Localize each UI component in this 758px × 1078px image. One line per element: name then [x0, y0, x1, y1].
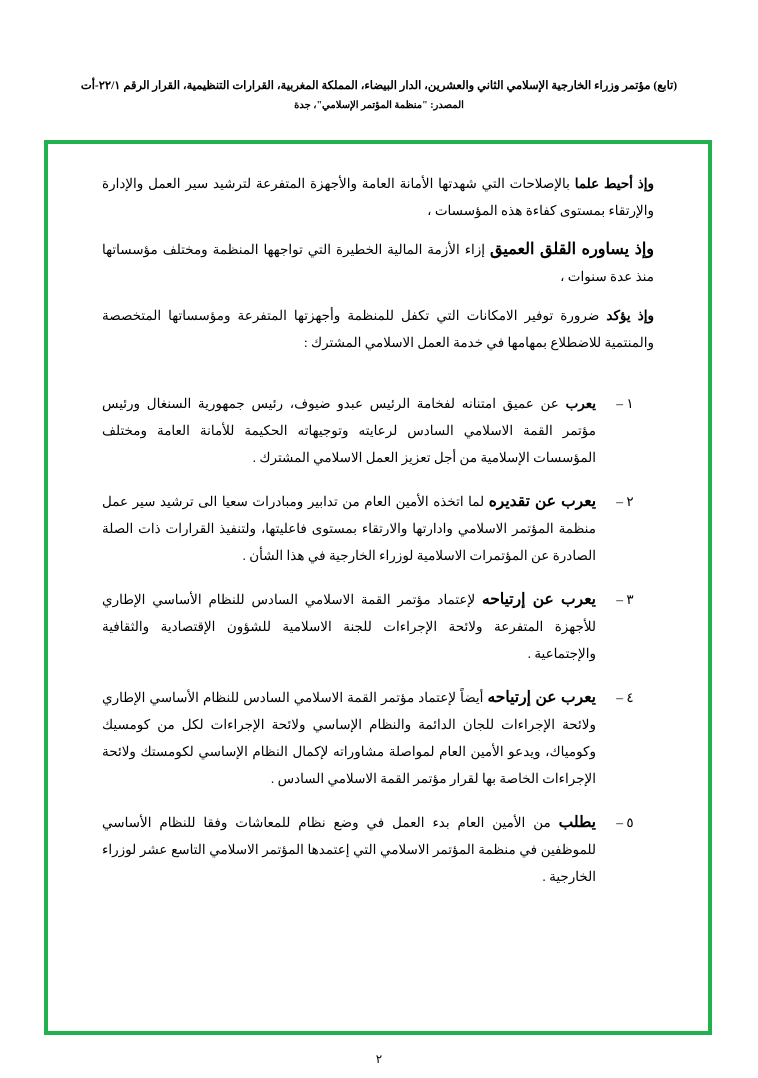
- list-item-body: أيضاً لإعتماد مؤتمر القمة الاسلامي السادس للنظام الأساسي الإطاري ولائحة الإجراءات للجان الدائمة والنظام الإساسي ولائحة الإجراءات لكل من كومسيك وكومياك، ويدعو الأمين العام لمواصلة مشاوراته لإكمال النظام الإساسي لكومستك ولائحة الإجراءات الخاصة بها لقرار مؤتمر القمة الاسلامي السادس .: [102, 690, 596, 786]
- list-item-lead: يعرب عن تقديره: [488, 493, 597, 510]
- list-item-lead: يعرب عن إرتياحه: [487, 689, 596, 706]
- list-item-number: ٣ –: [616, 592, 634, 607]
- paragraph-3: [102, 302, 654, 356]
- paragraph-2: [102, 236, 654, 290]
- paragraph-3-lead: وإذ يؤكد: [606, 308, 655, 323]
- numbered-clause-list: [102, 390, 654, 890]
- list-item-text: [102, 809, 596, 890]
- list-item: [102, 809, 654, 890]
- list-item: [102, 488, 654, 569]
- list-item-lead: يطلب: [558, 814, 596, 831]
- paragraph-2-text: إزاء الأزمة المالية الخطيرة التي تواجهها المنظمة ومختلف مؤسساتها منذ عدة سنوات ،: [102, 242, 654, 284]
- list-item-text: [102, 390, 596, 471]
- list-item-number: ١ –: [616, 396, 634, 411]
- list-item-body: لما اتخذه الأمين العام من تدابير ومبادرات سعيا الى ترشيد سير عمل منظمة المؤتمر الاسلامي وادارتها والارتقاء بمستوى فاعليتها، ولتنفيذ القرارات ذات الصلة الصادرة عن المؤتمرات الاسلامية لوزراء الخارجية في هذا الشأن .: [102, 494, 596, 563]
- list-item-number: ٥ –: [616, 815, 634, 830]
- list-item-text: [102, 488, 596, 569]
- list-item-text: [102, 684, 596, 792]
- list-item: [102, 390, 654, 471]
- page-number: ٢: [375, 1052, 383, 1066]
- list-item-body: عن عميق امتنانه لفخامة الرئيس عبدو ضيوف، رئيس جمهورية السنغال ورئيس مؤتمر القمة الاسلامي السادس لرعايته وتوجيهاته الحكيمة للأمانة العامة ومختلف المؤسسات الإسلامية من أجل تعزيز العمل الاسلامي المشترك .: [102, 396, 596, 465]
- document-body: [102, 170, 654, 907]
- list-item-lead: يعرب: [565, 396, 596, 411]
- list-item: [102, 684, 654, 792]
- page-header: [0, 78, 758, 114]
- header-source-line: المصدر: "منظمة المؤتمر الإسلامي"، جدة: [294, 100, 464, 111]
- paragraph-2-lead: وإذ يساوره القلق العميق: [490, 241, 654, 258]
- list-item-lead: يعرب عن إرتياحه: [482, 591, 596, 608]
- green-border-frame: [44, 140, 712, 1035]
- list-item-text: [102, 586, 596, 667]
- paragraph-1-lead: وإذ أحيط علما: [574, 176, 655, 191]
- header-title-line: (تابع) مؤتمر وزراء الخارجية الإسلامي الثاني والعشرين، الدار البيضاء، المملكة المغربية، القرارات التنظيمية، القرار الرقم ٢٢/١-أت: [80, 80, 678, 92]
- list-item-number: ٢ –: [616, 494, 634, 509]
- paragraph-3-text: ضرورة توفير الامكانات التي تكفل للمنظمة وأجهزتها المتفرعة ومؤسساتها المتخصصة والمنتمية للاضطلاع بمهامها في خدمة العمل الاسلامي المشترك :: [102, 308, 654, 350]
- list-item-body: لإعتماد مؤتمر القمة الاسلامي السادس للنظام الأساسي الإطاري للأجهزة المتفرعة ولائحة الإجراءات للجنة الاسلامية للشؤون الإقتصادية والثقافية والإجتماعية .: [102, 592, 596, 661]
- paragraph-1-text: بالإصلاحات التي شهدتها الأمانة العامة والأجهزة المتفرعة لترشيد سير العمل والإدارة والإرتقاء بمستوى كفاءة هذه المؤسسات ،: [102, 176, 654, 218]
- paragraph-1: [102, 170, 654, 224]
- list-item: [102, 586, 654, 667]
- list-item-body: من الأمين العام بدء العمل في وضع نظام للمعاشات وفقا للنظام الأساسي للموظفين في منظمة المؤتمر الاسلامي التي إعتمدها المؤتمر الاسلامي التاسع عشر لوزراء الخارجية .: [102, 815, 596, 884]
- list-item-number: ٤ –: [616, 690, 634, 705]
